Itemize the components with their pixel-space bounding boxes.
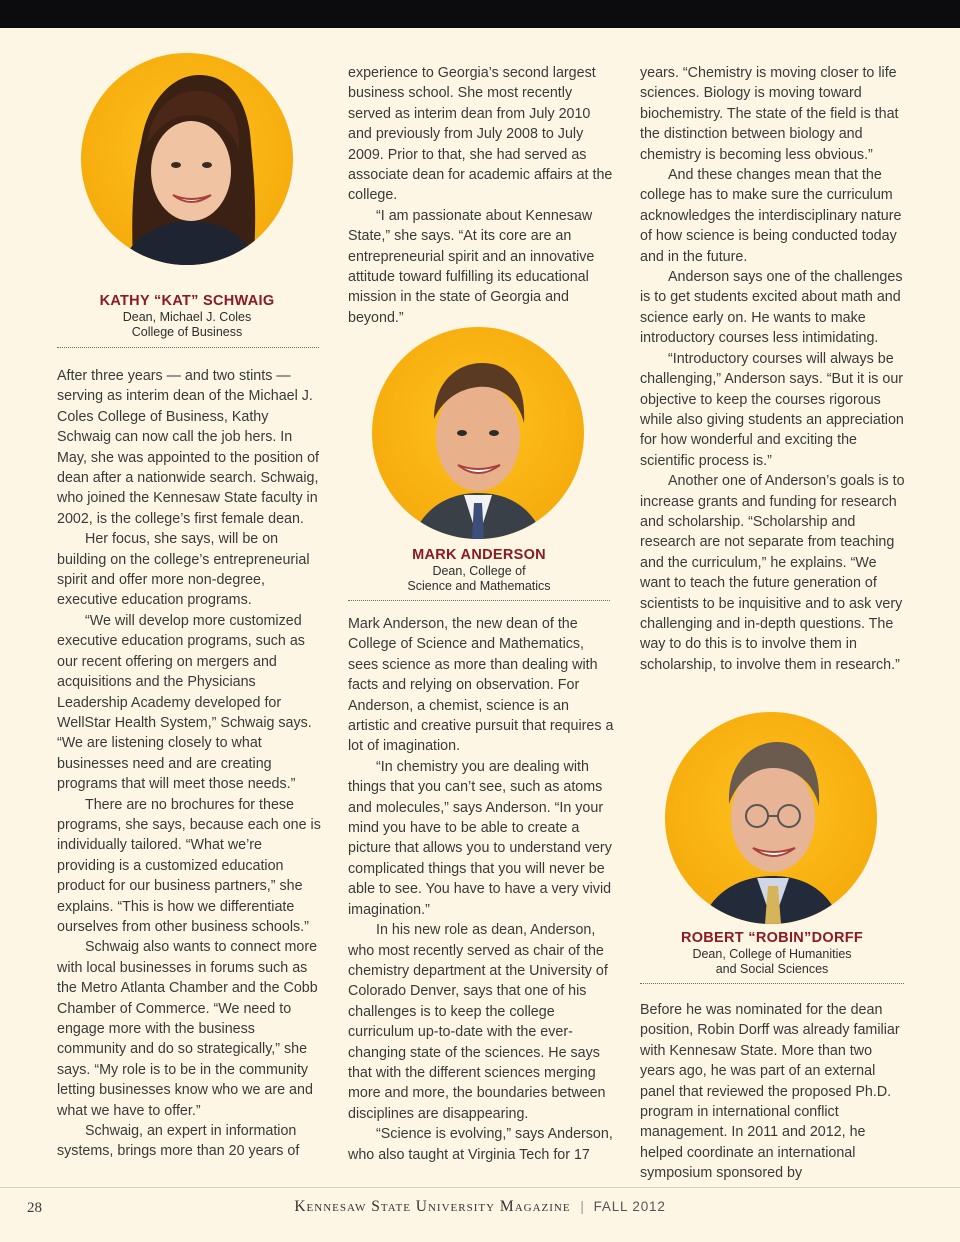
paragraph: Before he was nominated for the dean position, Robin Dorff was already familiar with Kennesaw State. More than two years ago, he was part of an external panel that reviewed the proposed Ph.D. program in international conflict management. In 2011 and 2012, he helped coordinate an international symposium sponsored by [640,1002,900,1182]
paragraph: There are no brochures for these programs, she says, because each one is individually tailored. “What we’re providing is a customized education product for our business partners,” she explains. “This is how we differentiate ourselves from other business schools.” [57,796,321,935]
caption-robin-dorff [640,930,904,977]
article-column-2-top [348,63,614,328]
magazine-footer [0,1198,960,1216]
paragraph: In his new role as dean, Anderson, who most recently served as chair of the chemistry department at the University of Colorado Denver, says that one of his challenges is to keep the college curriculum up-to-date with the ever-changing state of the sciences. He says that with the different sciences merging more and more, the boundaries between disciplines are disappearing. [348,922,608,1122]
paragraph: “Introductory courses will always be challenging,” Anderson says. “But it is our objective to keep the courses rigorous while also giving students an appreciation for how wonderful and exciting the scientific process is.” [640,350,904,469]
portrait-robin-dorff [665,712,877,924]
article-column-2-bottom [348,614,614,1165]
profile-role: Dean, Michael J. Coles [122,310,252,324]
paragraph: “I am passionate about Kennesaw State,” she says. “At its core are an entrepreneurial spirit and an innovative attitude toward fulfilling its educational mission in the state of Georgia and beyond.” [348,207,595,326]
caption-kathy-schwaig [57,293,317,340]
paragraph: After three years — and two stints — serving as interim dean of the Michael J. Coles College of Business, Kathy Schwaig can now call the job hers. In May, she was appointed to the position of dean after a nationwide search. Schwaig, who joined the Kennesaw State faculty in 2002, is the college’s first female dean. [57,368,320,527]
portrait-mark-anderson [372,327,584,539]
paragraph: “In chemistry you are dealing with things that you can’t see, such as atoms and molecules,” says Anderson. “In your mind you have to be able to create a picture that allows you to understand very complicated things that you will never be able to see. You have to have a very vivid imagination.” [348,758,612,918]
magazine-title: Kennesaw State University Magazine [294,1198,571,1215]
paragraph: “Science is evolving,” says Anderson, who also taught at Virginia Tech for 17 [348,1126,613,1163]
profile-role: Dean, College of Humanities [692,947,852,961]
paragraph: Another one of Anderson’s goals is to increase grants and funding for research and scholarship. “Scholarship and research are not separate from teaching and the curriculum,” he explains. “We want to teach the future generation of scientists to be inquisitive and to ask very challenging and in-depth questions. The way to do this is to involve them in scholarship, to involve them in research.” [640,473,905,673]
page-number: 28 [27,1200,42,1216]
footer-rule [0,1187,960,1188]
divider [348,600,610,601]
profile-role: College of Business [131,325,243,339]
profile-name: ROBERT “ROBIN”DORFF [680,930,864,946]
paragraph: Her focus, she says, will be on building on the college’s entrepreneurial spirit and offer more non-degree, executive education programs. [57,531,310,609]
paragraph: Schwaig, an expert in information systems, brings more than 20 years of [57,1123,300,1160]
profile-role: Science and Mathematics [407,579,551,593]
paragraph: Schwaig also wants to connect more with local businesses in forums such as the Metro Atlanta Chamber and the Cobb Chamber of Commerce. “We need to engage more with the business community and do so strategically,” she says. “My role is to be in the community letting businesses know who we are and what we have to offer.” [57,939,318,1119]
portrait-kathy-schwaig [81,53,293,265]
paragraph: experience to Georgia’s second largest business school. She most recently served as interim dean from July 2010 and previously from July 2008 to July 2009. Prior to that, she had served as associate dean for academic affairs at the college. [348,65,613,204]
paragraph: years. “Chemistry is moving closer to life sciences. Biology is moving toward biochemistry. The state of the field is that the distinction between biology and chemistry is becoming less obvious.” [640,65,899,163]
paragraph: And these changes mean that the college has to make sure the curriculum acknowledges the interdisciplinary nature of how science is being conducted today and in the future. [640,167,902,265]
profile-role: Dean, College of [432,564,526,578]
footer-separator: | [580,1199,584,1214]
article-column-3-top [640,63,905,675]
paragraph: Mark Anderson, the new dean of the College of Science and Mathematics, sees science as more than dealing with facts and relying on observation. For Anderson, a chemist, science is an artistic and creative pursuit that requires a lot of imagination. [348,616,614,755]
top-bar [0,0,960,28]
paragraph: “We will develop more customized executive education programs, such as our recent offering on mergers and acquisitions and the Physicians Leadership Academy developed for WellStar Health System,” Schwaig says. “We are listening closely to what businesses need and are creating programs that will meet those needs.” [57,612,312,793]
profile-role: and Social Sciences [715,962,829,976]
caption-mark-anderson [348,547,610,594]
issue-label: FALL 2012 [593,1199,666,1214]
paragraph: Anderson says one of the challenges is to get students excited about math and science early on. He wants to make introductory courses less intimidating. [640,269,903,347]
divider [57,347,319,348]
article-column-3-bottom [640,1000,905,1184]
divider [640,983,904,984]
profile-name: MARK ANDERSON [412,547,546,563]
profile-name: KATHY “KAT” SCHWAIG [99,293,275,309]
article-column-1 [57,366,322,1162]
